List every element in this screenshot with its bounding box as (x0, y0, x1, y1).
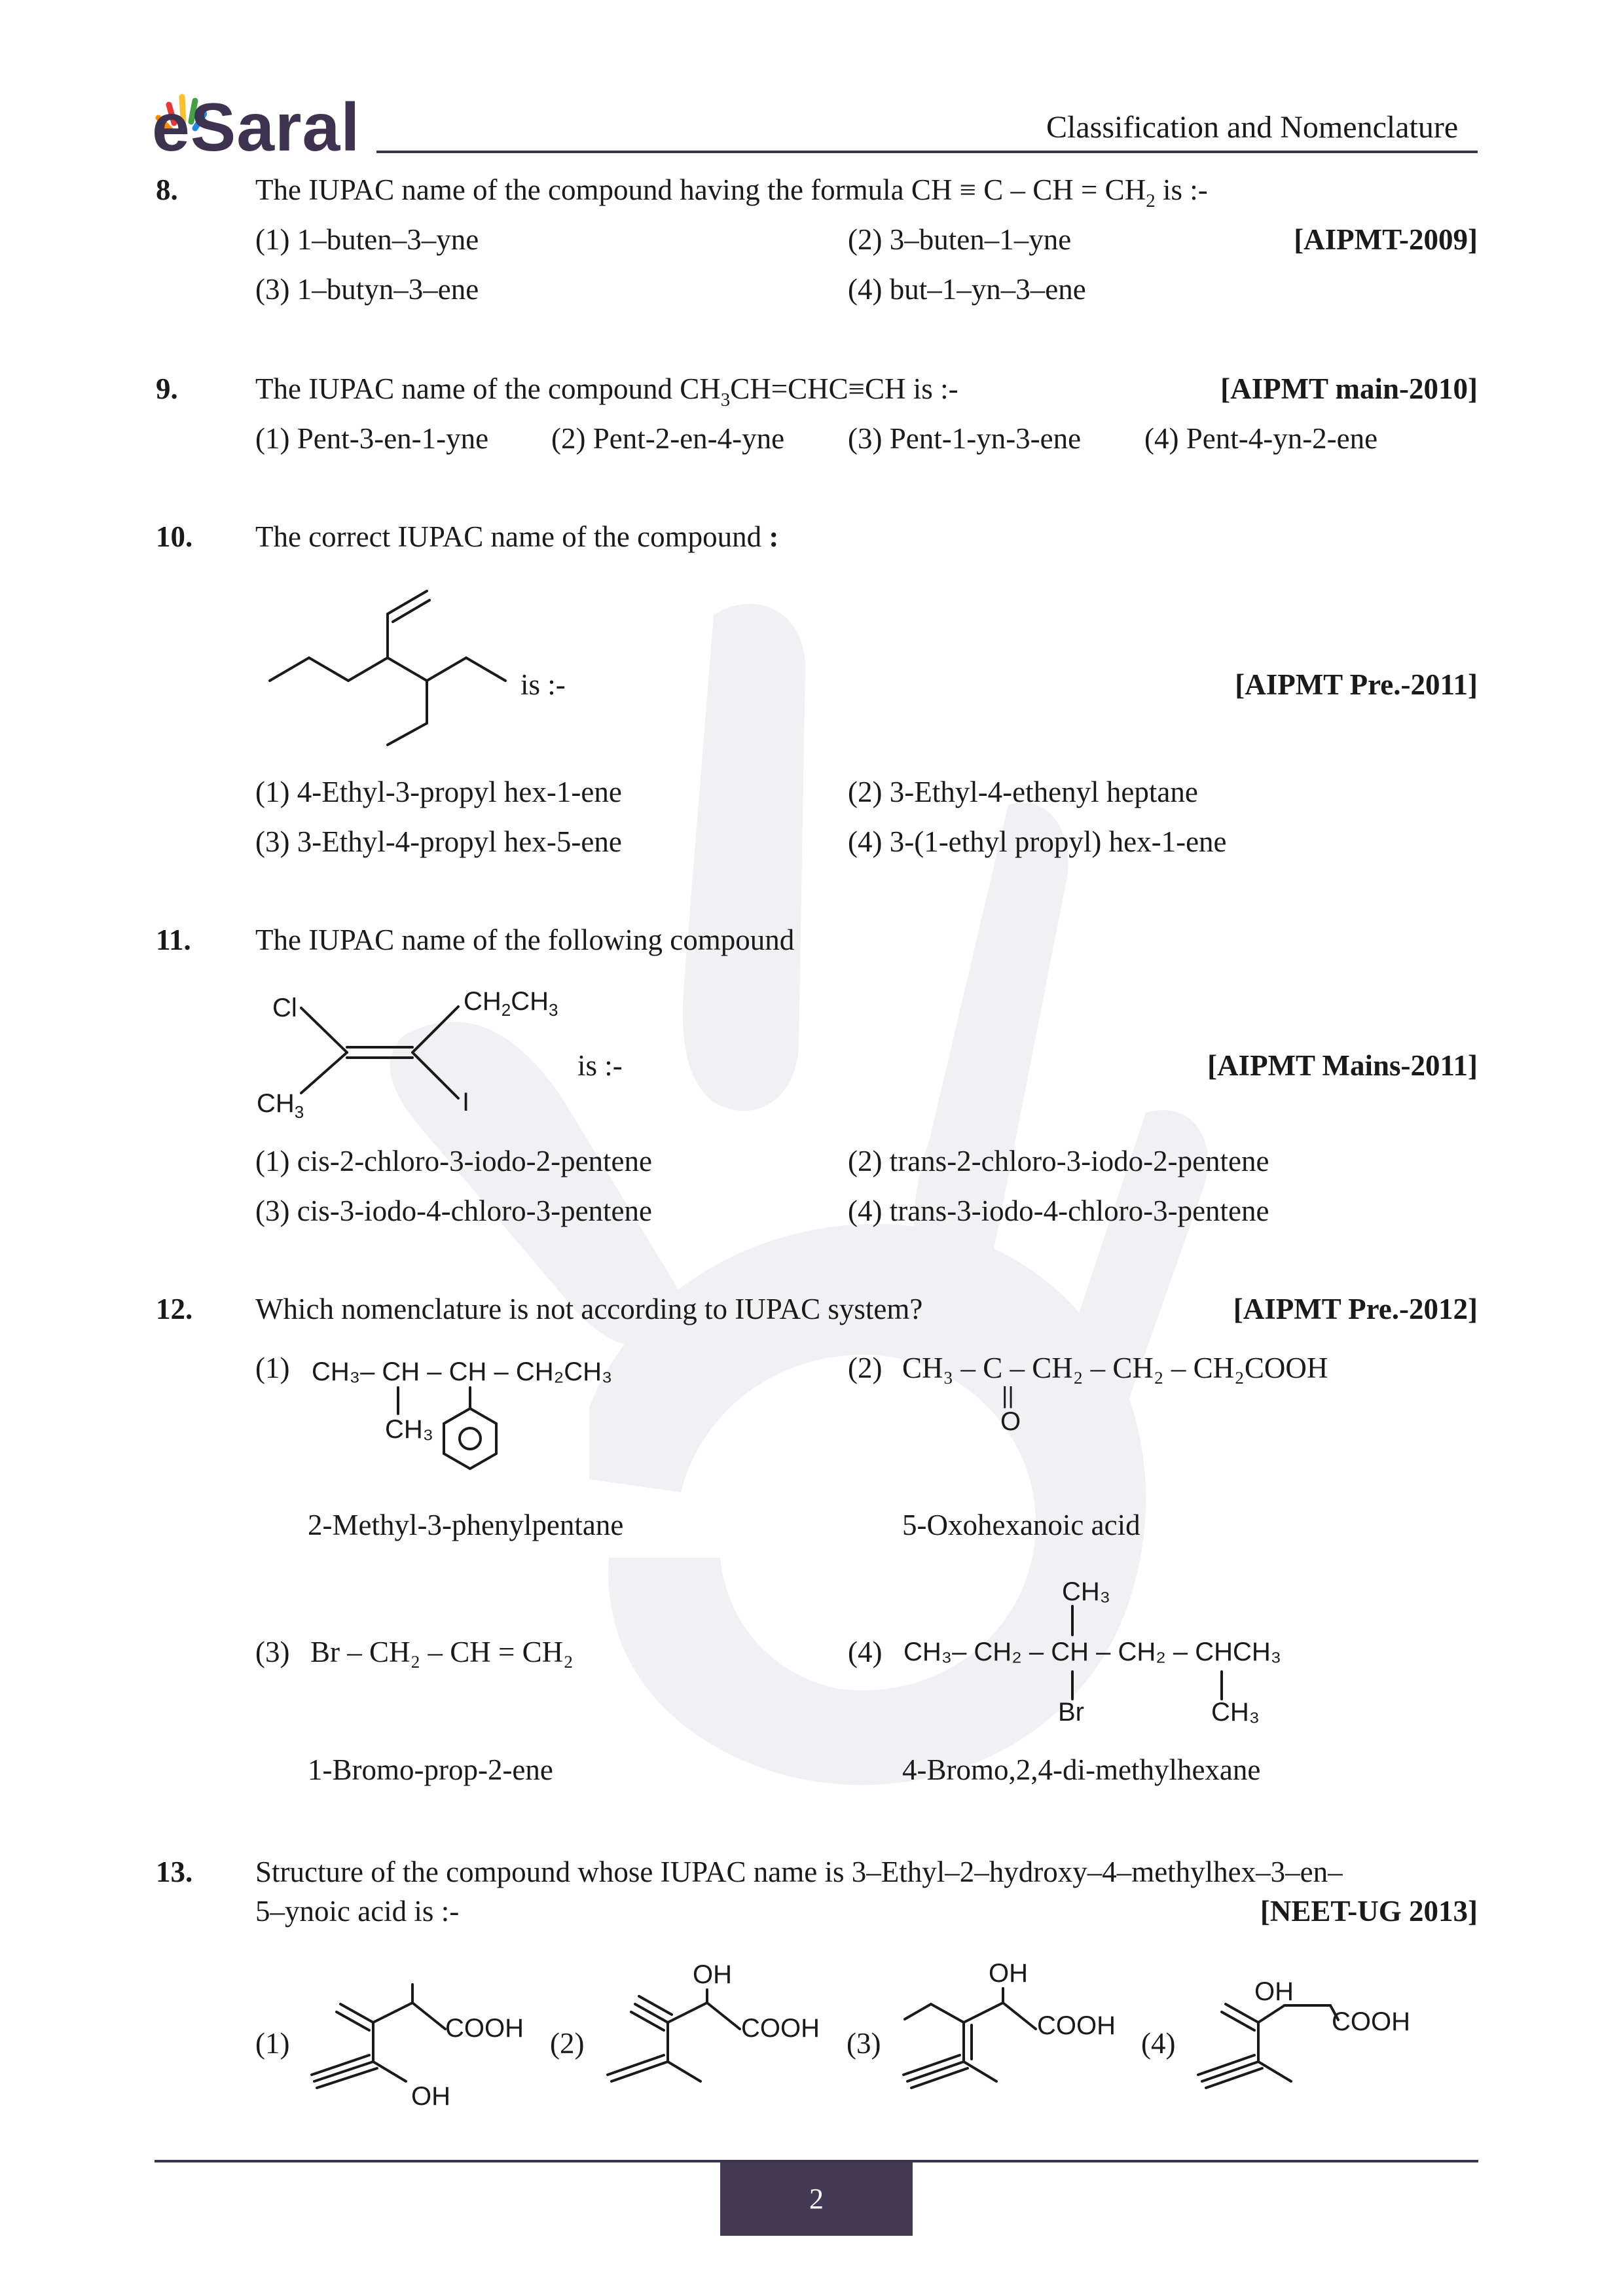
option-2-label: (2) (848, 1352, 883, 1384)
exam-source: [AIPMT Pre.-2011] (1235, 668, 1478, 701)
question-number: 13. (156, 1856, 193, 1888)
option-3: (3) 1–butyn–3–ene (255, 273, 479, 306)
option-1-branch: CH₃ (385, 1415, 434, 1444)
option-3-formula: Br – CH₂ – CH = CH₂ (310, 1636, 574, 1668)
skeletal-structure (262, 576, 524, 746)
option-3: (3) cis-3-iodo-4-chloro-3-pentene (255, 1194, 653, 1227)
option-2: (2) 3-Ethyl-4-ethenyl heptane (848, 776, 1198, 808)
option-1: (1) 4-Ethyl-3-propyl hex-1-ene (255, 776, 622, 808)
header (0, 0, 1623, 166)
option-3-label: (3) (255, 1636, 290, 1668)
option-4-label: (4) (848, 1636, 883, 1668)
option-4-structure (1186, 1957, 1448, 2108)
option-4-cooh: COOH (1332, 2007, 1410, 2036)
option-1: (1) cis-2-chloro-3-iodo-2-pentene (255, 1145, 653, 1177)
option-2: (2) trans-2-chloro-3-iodo-2-pentene (848, 1145, 1269, 1177)
page-number-box (720, 2162, 913, 2236)
option-2-double-bond: || (1002, 1382, 1014, 1408)
option-3-name: 1-Bromo-prop-2-ene (308, 1753, 553, 1786)
question-stem-line-1: Structure of the compound whose IUPAC name is 3–Ethyl–2–hydroxy–4–methylhex–3–en– (255, 1856, 1343, 1888)
option-1: (1) Pent-3-en-1-yne (255, 422, 489, 455)
option-2-oh: OH (693, 1960, 732, 1989)
option-4-name: 4-Bromo,2,4-di-methylhexane (902, 1753, 1261, 1786)
option-2-oxygen: O (1000, 1407, 1021, 1436)
question-stem: Which nomenclature is not according to IUPAC system? (255, 1293, 923, 1325)
option-1: (1) 1–buten–3–yne (255, 223, 479, 256)
option-4-formula: CH₃– CH₂ – CH – CH₂ – CHCH₃ (903, 1638, 1282, 1666)
option-2: (2) Pent-2-en-4-yne (551, 422, 785, 455)
is-label: is :- (520, 668, 566, 701)
option-4: (4) but–1–yn–3–ene (848, 273, 1086, 306)
option-4-oh: OH (1254, 1977, 1294, 2006)
option-3-oh: OH (989, 1959, 1028, 1988)
page-number: 2 (809, 2183, 824, 2215)
substituent-iodo: I (462, 1088, 470, 1117)
option-3-cooh: COOH (1037, 2011, 1116, 2040)
option-4: (4) 3-(1-ethyl propyl) hex-1-ene (848, 825, 1227, 858)
is-label: is :- (577, 1049, 623, 1082)
option-3-structure (892, 1957, 1140, 2108)
question-stem: The IUPAC name of the compound having the formula CH ≡ C – CH = $CH_2$ is :- (255, 173, 1208, 211)
question-number: 11. (156, 924, 191, 956)
question-stem-line-2: 5–ynoic acid is :- (255, 1895, 460, 1928)
option-2-label: (2) (550, 2027, 585, 2060)
question-stem: The IUPAC name of the following compound (255, 924, 795, 956)
exam-source: [AIPMT Pre.-2012] (1233, 1293, 1478, 1325)
option-3-label: (3) (847, 2027, 881, 2060)
question-number: 9. (156, 372, 178, 405)
header-rule (376, 151, 1478, 153)
option-3: (3) 3-Ethyl-4-propyl hex-5-ene (255, 825, 622, 858)
option-1-label: (1) (255, 2027, 290, 2060)
substituent-cl: Cl (272, 994, 297, 1022)
option-4-top: CH₃ (1062, 1577, 1111, 1606)
option-1-cooh: COOH (445, 2014, 524, 2043)
chapter-title: Classification and Nomenclature (1046, 110, 1459, 145)
option-1-label: (1) (255, 1352, 290, 1384)
exam-source: [AIPMT-2009] (1294, 223, 1478, 256)
question-stem: The IUPAC name of the compound $CH_3CH=CHC\equiv CH$ is :- (255, 372, 958, 410)
exam-source: [AIPMT main-2010] (1220, 372, 1478, 405)
option-2-cooh: COOH (741, 2014, 820, 2043)
exam-source: [AIPMT Mains-2011] (1207, 1049, 1478, 1082)
question-stem: The correct IUPAC name of the compound : (255, 520, 779, 553)
option-1-oh: OH (411, 2082, 450, 2108)
option-4: (4) trans-3-iodo-4-chloro-3-pentene (848, 1194, 1269, 1227)
option-2-name: 5-Oxohexanoic acid (902, 1509, 1140, 1541)
question-number: 10. (156, 520, 193, 553)
option-4-bottom: CH₃ (1211, 1698, 1260, 1727)
option-1-formula: CH₃– CH – CH – CH₂CH₃ (312, 1357, 613, 1386)
substituent-methyl: $CH_3$ (257, 1089, 304, 1122)
option-2-formula: CH₃ – C – CH₂ – CH₂ – CH₂COOH (902, 1352, 1328, 1384)
logo-text: eSaral (152, 90, 361, 166)
option-2-structure (596, 1957, 845, 2108)
option-1-name: 2-Methyl-3-phenylpentane (308, 1509, 624, 1541)
option-4-label: (4) (1141, 2027, 1176, 2060)
question-number: 8. (156, 173, 178, 206)
option-1-structure (301, 1977, 550, 2108)
substituent-ethyl: $CH_2CH_3$ (464, 987, 558, 1020)
option-4-bromo: Br (1058, 1698, 1084, 1727)
option-2: (2) 3–buten–1–yne (848, 223, 1072, 256)
option-4: (4) Pent-4-yn-2-ene (1144, 422, 1378, 455)
exam-source: [NEET-UG 2013] (1260, 1895, 1478, 1928)
question-number: 12. (156, 1293, 193, 1325)
option-3: (3) Pent-1-yn-3-ene (848, 422, 1082, 455)
